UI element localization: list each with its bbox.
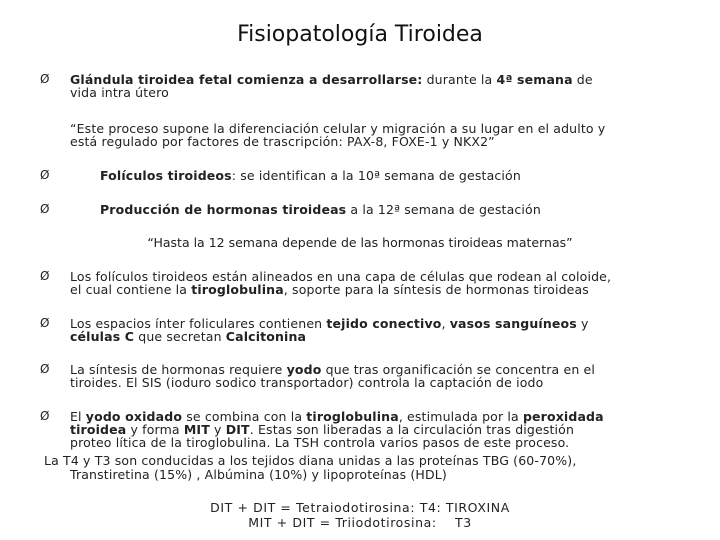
bullet-icon: Ø xyxy=(40,409,50,423)
oxidized-bold-6: DIT xyxy=(225,422,250,437)
item-follicle-lining xyxy=(70,270,611,296)
iodine-text: La síntesis de hormonas requiere xyxy=(70,362,287,377)
interfollicular-text-2: que secretan xyxy=(134,329,226,344)
oxidized-text-6: . Estas son liberadas a la circulación tras digestión xyxy=(249,422,575,437)
follicles-text: : se identifican a la 10ª semana de gestación xyxy=(231,168,521,183)
oxidized-bold-2: tiroglobulina xyxy=(306,409,399,424)
hormone-production-heading: Producción de hormonas tiroideas xyxy=(100,202,347,217)
transport-line1: La T4 y T3 son conducidas a los tejidos diana unidas a las proteínas TBG (60-70%), xyxy=(44,453,577,468)
oxidized-text-2: se combina con la xyxy=(182,409,307,424)
oxidized-text-4: y forma xyxy=(126,422,184,437)
follicle-lining-line1: Los folículos tiroideos están alineados en una capa de células que rodean al coloide, xyxy=(70,269,612,284)
fetal-gland-week: 4ª semana xyxy=(496,72,573,87)
quote1-line2: está regulado por factores de trascripción: PAX-8, FOXE-1 y NKX2” xyxy=(70,134,495,149)
quote-maternal-hormones: “Hasta la 12 semana depende de las hormonas tiroideas maternas” xyxy=(147,235,573,250)
iodine-line2: tiroides. El SIS (ioduro sodico transportador) controla la captación de iodo xyxy=(70,375,544,390)
transport-line2: Transtiretina (15%) , Albúmina (10%) y lipoproteínas (HDL) xyxy=(70,467,447,482)
follicles-heading: Folículos tiroideos xyxy=(100,168,232,183)
page-title: Fisiopatología Tiroidea xyxy=(237,22,483,47)
follicle-lining-bold: tiroglobulina xyxy=(191,282,284,297)
iodine-bold: yodo xyxy=(286,362,322,377)
interfollicular-comma: , xyxy=(441,316,450,331)
item-fetal-gland xyxy=(70,73,593,99)
bullet-icon: Ø xyxy=(40,316,50,330)
interfollicular-and: y xyxy=(576,316,589,331)
hormone-production-text: a la 12ª semana de gestación xyxy=(346,202,541,217)
bullet-icon: Ø xyxy=(40,168,50,182)
bullet-icon: Ø xyxy=(40,362,50,376)
interfollicular-bold-4: Calcitonina xyxy=(225,329,307,344)
oxidized-bold-5: MIT xyxy=(183,422,210,437)
interfollicular-bold-3: células C xyxy=(70,329,135,344)
quote-differentiation xyxy=(70,122,605,148)
interfollicular-bold-1: tejido conectivo xyxy=(326,316,442,331)
fetal-gland-text-2: de xyxy=(572,72,593,87)
follicle-lining-text-2: , soporte para la síntesis de hormonas tiroideas xyxy=(283,282,589,297)
oxidized-line3: proteo lítica de la tiroglobulina. La TSH controla varios pasos de este proceso. xyxy=(70,435,570,450)
oxidized-text-5: y xyxy=(209,422,226,437)
oxidized-text-3: , estimulada por la xyxy=(398,409,523,424)
oxidized-bold-1: yodo oxidado xyxy=(85,409,183,424)
oxidized-bold-3: peroxidada xyxy=(522,409,604,424)
item-follicles xyxy=(100,169,521,182)
interfollicular-bold-2: vasos sanguíneos xyxy=(449,316,577,331)
oxidized-text: El xyxy=(70,409,86,424)
item-iodine-synthesis xyxy=(70,363,595,389)
fetal-gland-text: durante la xyxy=(422,72,497,87)
item-interfollicular xyxy=(70,317,589,343)
formula-t3: MIT + DIT = Triiodotirosina: T3 xyxy=(248,515,472,530)
iodine-text-2: que tras organificación se concentra en el xyxy=(321,362,595,377)
bullet-icon: Ø xyxy=(40,269,50,283)
oxidized-bold-4: tiroidea xyxy=(70,422,127,437)
fetal-gland-heading: Glándula tiroidea fetal comienza a desarrollarse: xyxy=(70,72,423,87)
fetal-gland-line2: vida intra útero xyxy=(70,85,169,100)
quote1-line1: “Este proceso supone la diferenciación celular y migración a su lugar en el adulto y xyxy=(70,121,606,136)
item-hormone-production xyxy=(100,203,541,216)
formula-t4: DIT + DIT = Tetraiodotirosina: T4: TIROXINA xyxy=(210,500,510,515)
bullet-icon: Ø xyxy=(40,72,50,86)
interfollicular-text: Los espacios ínter foliculares contienen xyxy=(70,316,327,331)
bullet-icon: Ø xyxy=(40,202,50,216)
follicle-lining-text: el cual contiene la xyxy=(70,282,192,297)
